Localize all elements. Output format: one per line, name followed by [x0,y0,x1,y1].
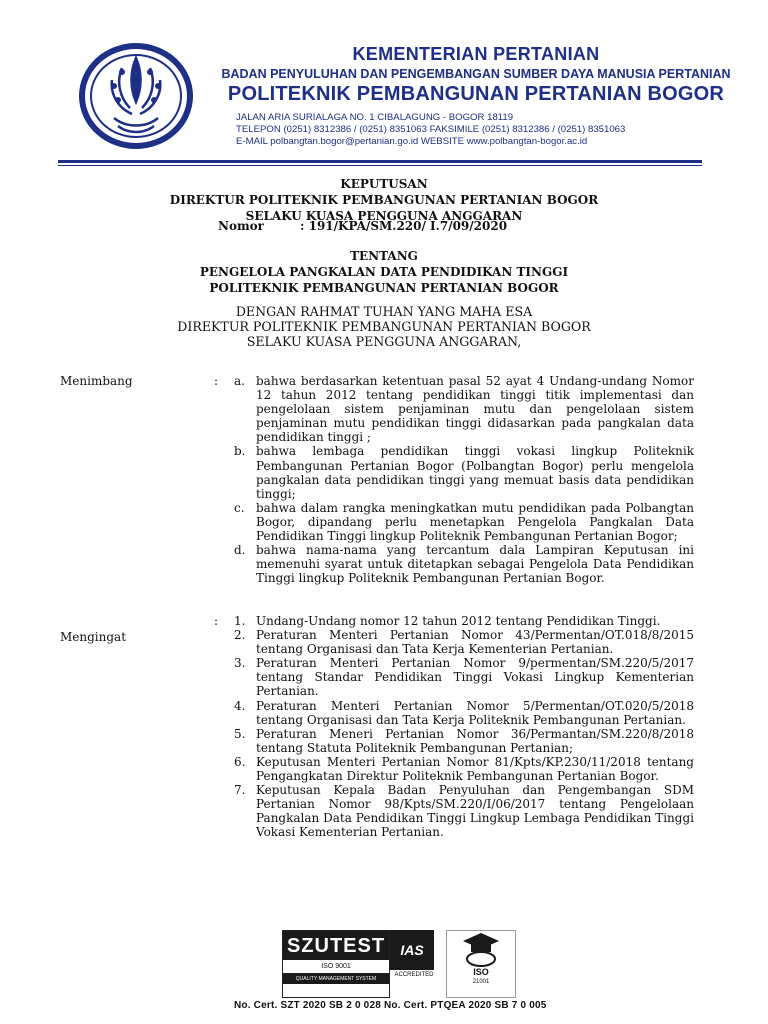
phone-line: TELEPON (0251) 8312386 / (0251) 8351063 FAKSIMILE (0251) 8312386 / (0251) 8351063 [236,124,626,135]
item-text: Peraturan Menteri Pertanian Nomor 9/permentan/SM.220/5/2017 tentang Standar Pendidikan Tinggi Vokasi Lingkup Kementerian Pertanian. [256,656,694,699]
item-text: Keputusan Menteri Pertanian Nomor 81/Kpts/KP.230/11/2018 tentang Pengangkatan Direktur Politeknik Pembangunan Pertanian Bogor. [256,754,694,784]
letterhead-rule [58,160,702,163]
ias-caption: ACCREDITED [394,972,434,978]
preamble [0,304,768,349]
about-label: TENTANG [350,249,418,263]
list-item [234,374,694,444]
iso-standard: 21001 [472,979,490,985]
number-label: Nomor [218,219,264,233]
about-line-1: PENGELOLA PANGKALAN DATA PENDIDIKAN TINGGI [199,265,569,279]
menimbang-colon: : [214,374,219,388]
item-text: Keputusan Kepala Badan Penyuluhan dan Pengembangan SDM Pertanian Nomor 98/Kpts/SM.220/I/06/2017 tentang Pengelolaan Pangkalan Data Pendidikan Tinggi Lingkup Lembaga Pendidikan Tinggi Vokasi Kementerian Pertanian. [256,783,694,840]
letterhead-rule-thin [58,165,702,166]
item-marker: 2. [234,628,246,643]
list-item [234,727,694,755]
szutest-logo [282,930,390,998]
iso-21001-logo [446,930,516,998]
list-item [234,755,694,783]
szutest-title: SZUTEST [283,931,389,960]
item-marker: 5. [234,726,246,741]
item-text: bahwa dalam rangka meningkatkan mutu pendidikan pada Polbangtan Bogor, dipandang perlu menetapkan Pengelola Pangkalan Data Pendidikan Tinggi lingkup Politeknik Pembangunan Pertanian Bogor; [256,500,694,544]
item-text: Peraturan Menteri Pertanian Nomor 43/Permentan/OT.018/8/2015 tentang Organisasi dan Tata Kerja Kementerian Pertanian. [256,628,694,657]
mengingat-label: Mengingat [60,630,127,644]
item-marker: a. [234,374,245,388]
letterhead [196,40,756,147]
ias-badge: IAS [390,930,434,970]
about-line-2: POLITEKNIK PEMBANGUNAN PERTANIAN BOGOR [209,281,559,295]
list-item [234,783,694,839]
preamble-line-1: DENGAN RAHMAT TUHAN YANG MAHA ESA [235,304,533,319]
item-marker: b. [234,444,246,459]
item-marker: 3. [234,656,246,671]
certificate-numbers: No. Cert. SZT 2020 SB 2 0 028 No. Cert. PTQEA 2020 SB 7 0 005 [234,1000,547,1011]
item-marker: 7. [234,783,246,798]
ministry-emblem-icon [78,38,194,154]
ias-accredited-logo [390,930,438,996]
issuer-line-2: SELAKU KUASA PENGGUNA ANGGARAN [245,209,523,223]
decree-title [0,176,768,224]
list-item [234,699,694,727]
szutest-standard: ISO 9001 [283,960,389,974]
issuer-line-1: DIREKTUR POLITEKNIK PEMBANGUNAN PERTANIAN BOGOR [169,193,599,207]
item-marker: 1. [234,614,246,628]
institution-name: POLITEKNIK PEMBANGUNAN PERTANIAN BOGOR [227,83,725,105]
mengingat-list [234,614,694,840]
item-text: Undang-Undang nomor 12 tahun 2012 tentang Pendidikan Tinggi. [256,614,661,628]
szutest-caption: QUALITY MANAGEMENT SYSTEM [283,974,389,984]
decree-number [218,219,507,233]
list-item [234,628,694,656]
list-item [234,543,694,585]
preamble-line-2: DIREKTUR POLITEKNIK PEMBANGUNAN PERTANIAN BOGOR [177,319,591,334]
menimbang-label: Menimbang [60,374,133,388]
list-item [234,614,694,628]
menimbang-list [234,374,694,585]
iso-label: ISO [473,967,489,977]
list-item [234,444,694,500]
item-text: bahwa lembaga pendidikan tinggi vokasi lingkup Politeknik Pembangunan Pertanian Bogor (Polbangtan Bogor) perlu mengelola pangkalan data pendidikan tinggi yang memuat basis data pendidikan tinggi; [256,444,694,501]
number-value: : 191/KPA/SM.220/ I.7/09/2020 [300,219,508,233]
item-text: bahwa berdasarkan ketentuan pasal 52 ayat 4 Undang-undang Nomor 12 tahun 2012 tentang pendidikan tinggi titik implementasi dan pengelolaan sistem penjaminan mutu dan pengelolaan sistem penjaminan mutu pendidikan tinggi didasarkan pada pangkalan data pendidikan tinggi ; [256,374,694,445]
preamble-line-3: SELAKU KUASA PENGGUNA ANGGARAN, [246,334,522,349]
ministry-name: KEMENTERIAN PERTANIAN [352,44,600,64]
item-text: bahwa nama-nama yang tercantum dala Lampiran Keputusan ini memenuhi syarat untuk ditetapkan sebagai Pengelola Data Pendidikan Tinggi lingkup Politeknik Pembangunan Pertanian Bogor. [256,543,694,586]
contact-line: E-MAIL polbangtan.bogor@pertanian.go.id WEBSITE www.polbangtan-bogor.ac.id [236,136,588,147]
list-item [234,501,694,543]
agency-name: BADAN PENYULUHAN DAN PENGEMBANGAN SUMBER DAYA MANUSIA PERTANIAN [221,67,731,81]
graduation-cap-icon [461,931,501,967]
decree-heading: KEPUTUSAN [340,177,428,191]
item-marker: c. [234,500,245,515]
address-line: JALAN ARIA SURIALAGA NO. 1 CIBALAGUNG - BOGOR 18119 [236,112,514,123]
item-marker: d. [234,543,246,558]
item-text: Peraturan Menteri Pertanian Nomor 5/Permentan/OT.020/5/2018 tentang Organisasi dan Tata Kerja Politeknik Pembangunan Pertanian. [256,698,694,727]
list-item [234,656,694,698]
item-marker: 6. [234,754,246,769]
decree-subject [0,248,768,296]
mengingat-colon: : [214,614,219,628]
item-text: Peraturan Meneri Pertanian Nomor 36/Permantan/SM.220/8/2018 tentang Statuta Politeknik Pembangunan Pertanian; [256,726,694,755]
item-marker: 4. [234,698,246,713]
